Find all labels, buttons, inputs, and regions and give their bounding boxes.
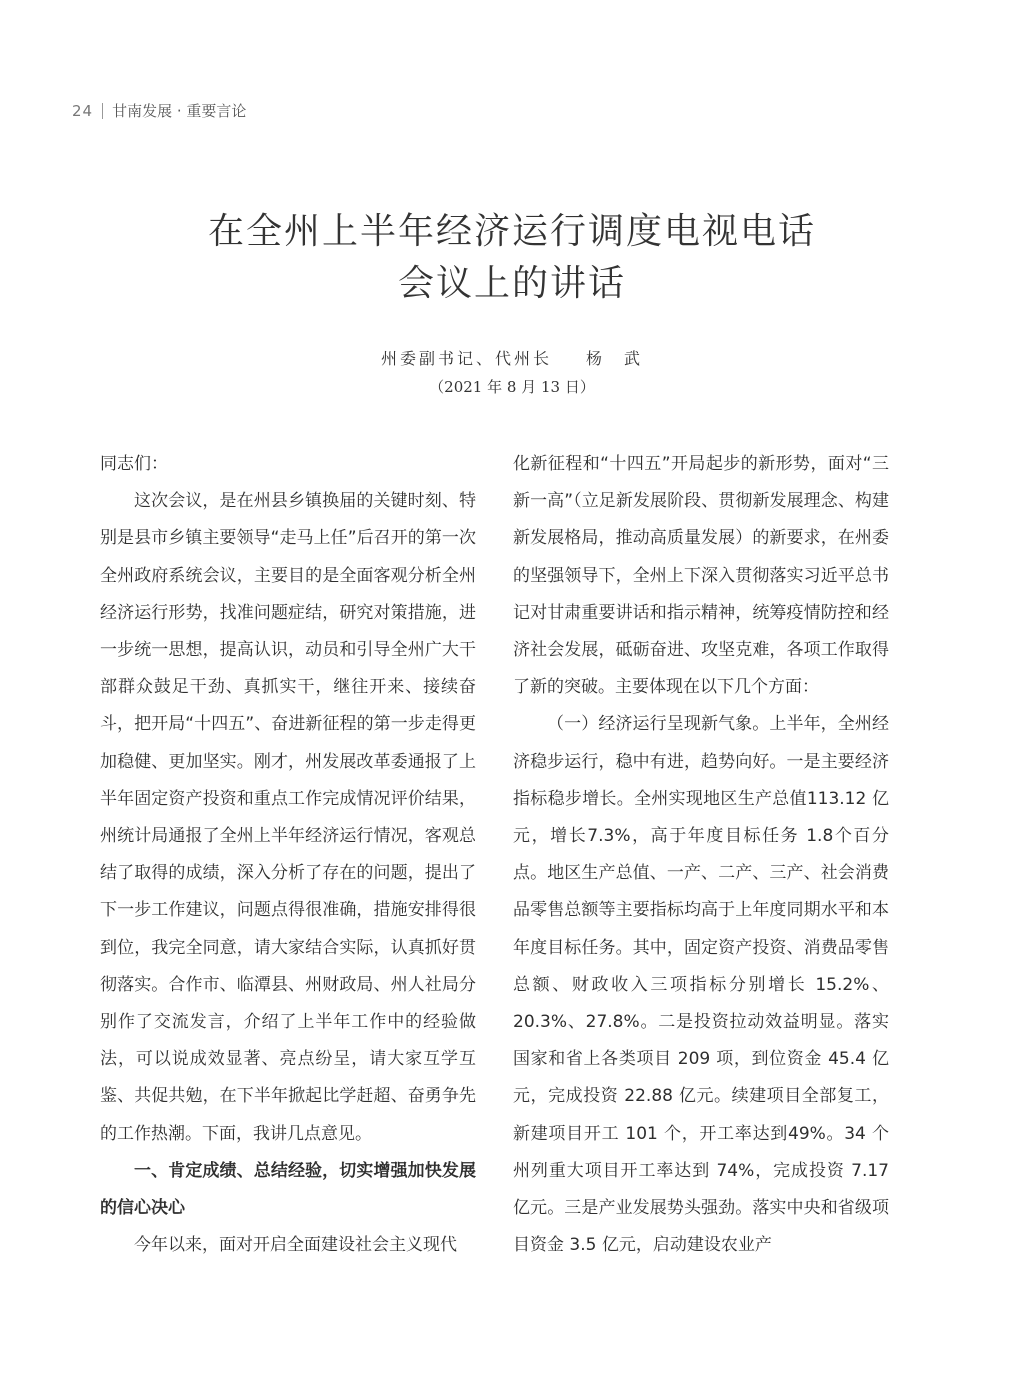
header-divider <box>102 103 103 119</box>
section-heading: 一、肯定成绩、总结经验，切实增强加快发展的信心决心 <box>100 1160 476 1219</box>
article-title <box>0 206 1024 310</box>
author-role: 州委副书记、代州长 <box>380 349 552 368</box>
running-header <box>72 100 246 121</box>
page-number: 24 <box>72 101 94 120</box>
speech-date: （2021 年 8 月 13 日） <box>429 378 595 396</box>
body-paragraph: 这次会议，是在州县乡镇换届的关键时刻、特别是县市乡镇主要领导“走马上任”后召开的第一次全州政府系统会议，主要目的是全面客观分析全州经济运行形势，找准问题症结，研究对策措施，进一步统一思想，提高认识，动员和引导全州广大干部群众鼓足干劲、真抓实干，继往开来、接续奋斗，把开局“十四五”、奋进新征程的第一步走得更加稳健、更加坚实。刚才，州发展改革委通报了上半年固定资产投资和重点工作完成情况评价结果，州统计局通报了全州上半年经济运行情况，客观总结了取得的成绩，深入分析了存在的问题，提出了下一步工作建议，问题点得很准确，措施安排得很到位，我完全同意，请大家结合实际，认真抓好贯彻落实。合作市、临潭县、州财政局、州人社局分别作了交流发言，介绍了上半年工作中的经验做法，可以说成效显著、亮点纷呈，请大家互学互鉴、共促共勉，在下半年掀起比学赶超、奋勇争先的工作热潮。下面，我讲几点意见。 <box>100 491 476 1144</box>
section-name: 甘南发展 · 重要言论 <box>112 102 247 120</box>
left-column <box>100 446 476 1264</box>
salutation: 同志们： <box>100 454 168 474</box>
author-line <box>0 346 1024 369</box>
author-name: 杨 武 <box>586 349 644 368</box>
body-paragraph: 今年以来，面对开启全面建设社会主义现代 <box>134 1235 457 1256</box>
body-paragraph: （一）经济运行呈现新气象。上半年，全州经济稳步运行，稳中有进，趋势向好。一是主要经济指标稳步增长。全州实现地区生产总值113.12 亿元，增长7.3%，高于年度目标任务 1.8个百分点。地区生产总值、一产、二产、三产、社会消费品零售总额等主要指标均高于上年度同期水平和本年度目标任务。其中，固定资产投资、消费品零售总额、财政收入三项指标分别增长 15.2%、20.3%、27.8%。二是投资拉动效益明显。落实国家和省上各类项目 209 项，到位资金 45.4 亿元，完成投资 22.88 亿元。续建项目全部复工，新建项目开工 101 个，开工率达到49%。34 个州列重大项目开工率达到 74%，完成投资 7.17 亿元。三是产业发展势头强劲。落实中央和省级项目资金 3.5 亿元，启动建设农业产 <box>513 714 889 1256</box>
body-paragraph: 化新征程和“十四五”开局起步的新形势，面对“三新一高”（立足新发展阶段、贯彻新发展理念、构建新发展格局，推动高质量发展）的新要求，在州委的坚强领导下，全州上下深入贯彻落实习近平总书记对甘肃重要讲话和指示精神，统筹疫情防控和经济社会发展，砥砺奋进、攻坚克难，各项工作取得了新的突破。主要体现在以下几个方面： <box>513 454 889 698</box>
title-line-2: 会议上的讲话 <box>397 263 626 304</box>
right-column <box>513 446 889 1264</box>
title-line-1: 在全州上半年经济运行调度电视电话 <box>207 211 816 252</box>
